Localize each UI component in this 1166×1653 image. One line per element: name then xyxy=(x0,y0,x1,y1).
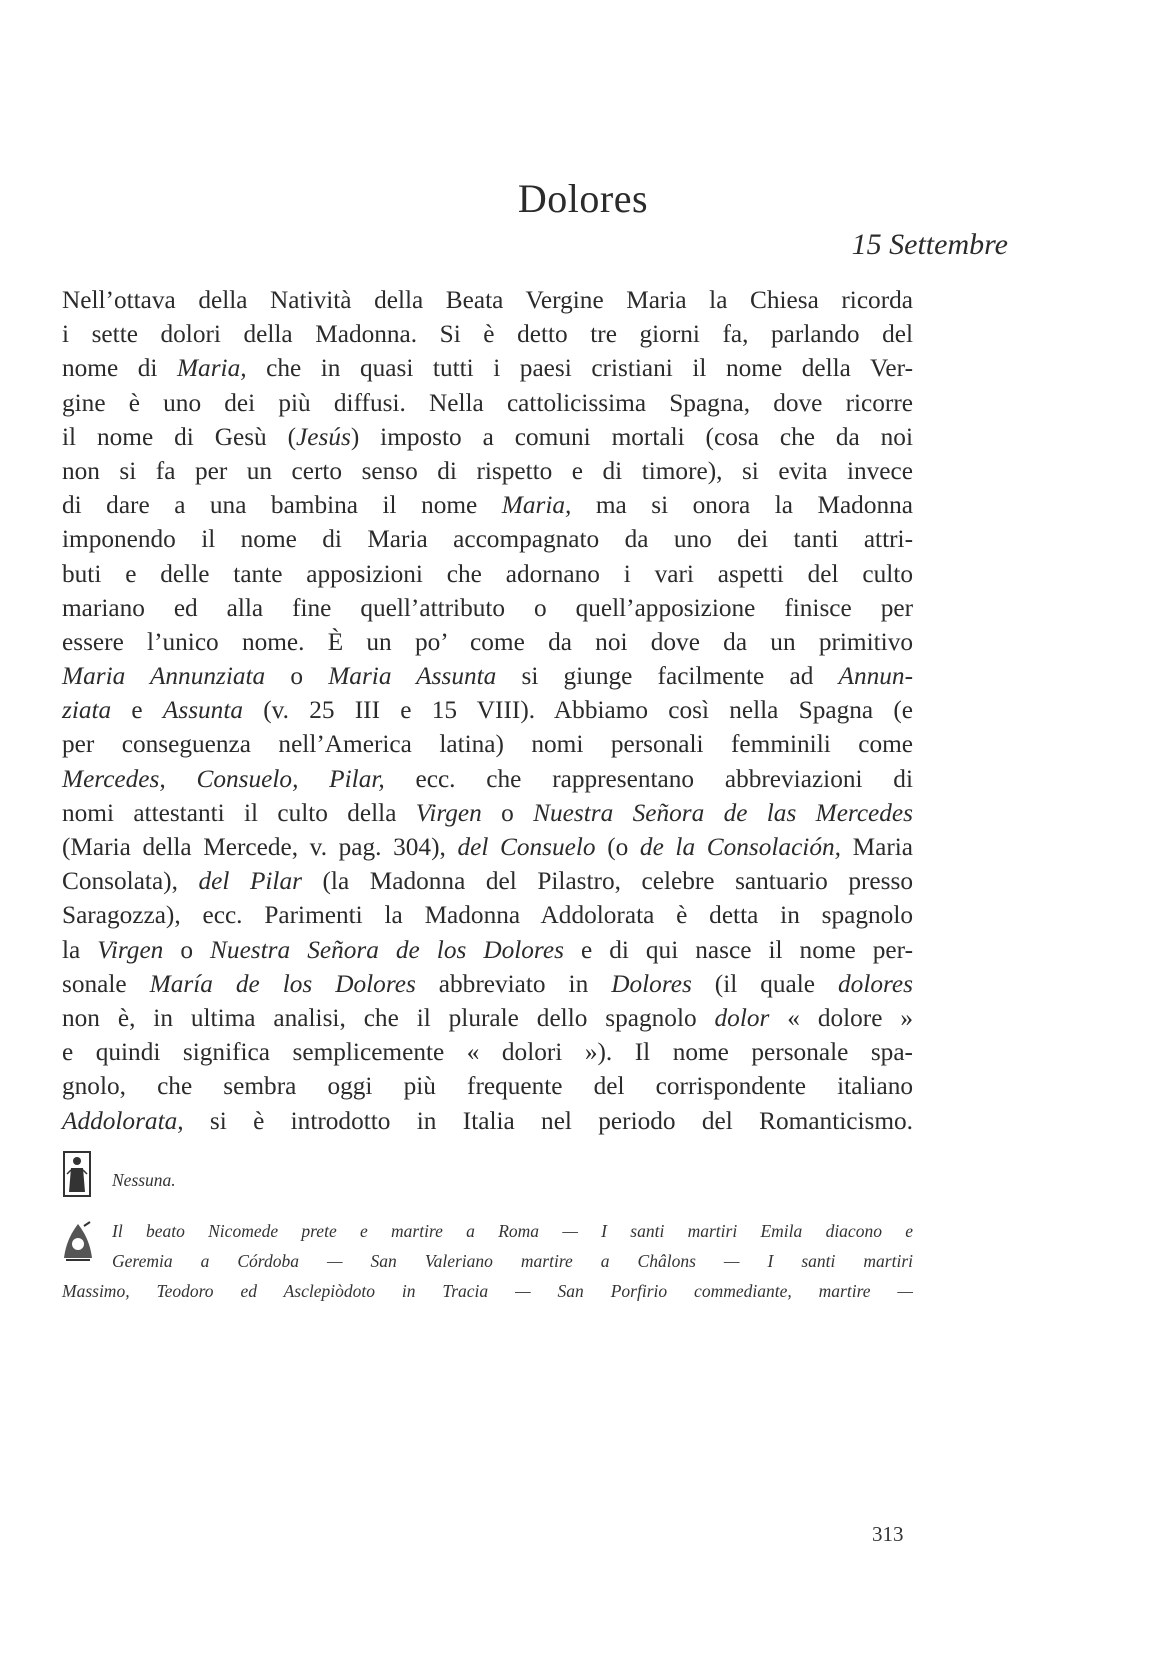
text: non è, in ultima analisi, che il plurale dello spagnolo xyxy=(62,1003,715,1032)
italic-text: María de los Dolores xyxy=(149,969,416,998)
body-line xyxy=(62,830,913,864)
italic-text: Annun- xyxy=(838,662,914,691)
body-line xyxy=(62,898,913,932)
italic-text: Maria, xyxy=(176,354,247,383)
body-line xyxy=(62,933,913,967)
text: il nome di Gesù ( xyxy=(62,422,297,451)
text: essere l’unico nome. È un po’ come da noi dove da un primitivo xyxy=(62,627,913,656)
text: Consolata), xyxy=(62,867,199,896)
text: e di qui nasce il nome per- xyxy=(563,935,913,964)
text: gnolo, che sembra oggi più frequente del corrispondente italiano xyxy=(62,1072,913,1101)
text: o xyxy=(481,798,534,827)
saints-list xyxy=(62,1216,913,1306)
italic-text: Assunta xyxy=(162,696,244,725)
italic-text: dolor xyxy=(714,1003,770,1032)
article-body xyxy=(62,283,913,1138)
body-line xyxy=(62,693,913,727)
body-line xyxy=(62,967,913,1001)
text: nomi attestanti il culto della xyxy=(62,798,416,827)
body-line xyxy=(62,386,913,420)
italic-text: Virgen xyxy=(97,935,164,964)
text: sonale xyxy=(62,969,150,998)
saints-line: Massimo, Teodoro ed Asclepiòdoto in Tracia — San Porfirio commediante, martire — xyxy=(62,1281,913,1301)
saint-figure-icon xyxy=(62,1150,92,1203)
text: si è introdotto in Italia nel periodo del Romanticismo. xyxy=(183,1106,913,1135)
italic-text: Mercedes, Consuelo, Pilar, xyxy=(62,764,385,793)
saints-line: Il beato Nicomede prete e martire a Roma — I santi martiri Emila diacono e xyxy=(112,1221,913,1241)
body-line xyxy=(62,1104,913,1138)
italic-text: Addolorata, xyxy=(62,1106,184,1135)
text: ) imposto a comuni mortali (cosa che da noi xyxy=(350,422,913,451)
body-line xyxy=(62,351,913,385)
text: Maria xyxy=(840,833,914,861)
page-number: 313 xyxy=(872,1522,904,1546)
text: Saragozza), ecc. Parimenti la Madonna Addolorata è detta in spagnolo xyxy=(62,901,913,930)
text: e xyxy=(111,696,163,725)
body-line xyxy=(62,488,913,522)
body-line xyxy=(62,1001,913,1035)
text: gine è uno dei più diffusi. Nella cattolicissima Spagna, dove ricorre xyxy=(62,388,913,417)
body-line xyxy=(62,864,913,898)
text: imponendo il nome di Maria accompagnato da uno dei tanti attri- xyxy=(62,525,913,554)
body-line xyxy=(62,557,913,591)
text: (il quale xyxy=(691,969,839,998)
italic-text: de la Consolación, xyxy=(639,833,841,861)
italic-text: Nuestra Señora de los Dolores xyxy=(210,935,564,964)
italic-text: Jesús xyxy=(296,422,351,451)
body-line xyxy=(62,1069,913,1103)
text: che in quasi tutti i paesi cristiani il nome della Ver- xyxy=(246,354,914,383)
italic-text: Dolores xyxy=(611,969,692,998)
text: « dolore » xyxy=(769,1003,913,1032)
italic-text: Maria Assunta xyxy=(328,662,497,691)
text: si giunge facilmente ad xyxy=(496,662,839,691)
text: ma si onora la Madonna xyxy=(571,491,914,520)
text: o xyxy=(163,935,211,964)
patron-note: Nessuna. xyxy=(112,1170,176,1190)
body-line xyxy=(62,454,913,488)
page-title: Dolores xyxy=(517,176,649,221)
body-line xyxy=(62,762,913,796)
text: ecc. che rappresentano abbreviazioni di xyxy=(384,764,913,793)
body-line xyxy=(62,659,913,693)
body-line xyxy=(62,1035,913,1069)
italic-text: dolores xyxy=(838,969,913,998)
body-line xyxy=(62,522,913,556)
text: (o xyxy=(595,833,640,861)
text: nome di xyxy=(62,354,177,383)
italic-text: del Pilar xyxy=(198,867,302,896)
text: buti e delle tante apposizioni che adornano i vari aspetti del culto xyxy=(62,559,913,588)
body-line xyxy=(62,420,913,454)
italic-text: ziata xyxy=(62,696,112,725)
text: la xyxy=(62,935,98,964)
body-line xyxy=(62,317,913,351)
italic-text: del Consuelo xyxy=(457,833,596,861)
body-line xyxy=(62,796,913,830)
italic-text: Nuestra Señora de las Mercedes xyxy=(533,798,914,827)
text: (v. 25 III e 15 VIII). Abbiamo così nella Spagna (e xyxy=(243,696,913,725)
text: per conseguenza nell’America latina) nomi personali femminili come xyxy=(62,730,913,759)
saints-line: Geremia a Córdoba — San Valeriano martire a Châlons — I santi martiri xyxy=(112,1251,913,1271)
text: non si fa per un certo senso di rispetto e di timore), si evita invece xyxy=(62,456,913,485)
italic-text: Maria Annunziata xyxy=(62,662,266,691)
text: mariano ed alla fine quell’attributo o quell’apposizione finisce per xyxy=(62,593,913,622)
feast-date: 15 Settembre xyxy=(851,228,1008,261)
text: Nell’ottava della Natività della Beata Vergine Maria la Chiesa ricorda xyxy=(62,286,913,314)
text: abbreviato in xyxy=(415,969,612,998)
text: e quindi significa semplicemente « dolori »). Il nome personale spa- xyxy=(62,1038,913,1067)
text: o xyxy=(265,662,329,691)
text: (Maria della Mercede, v. pag. 304), xyxy=(62,833,458,861)
italic-text: Maria, xyxy=(501,491,572,520)
body-line xyxy=(62,283,913,317)
text: i sette dolori della Madonna. Si è detto tre giorni fa, parlando del xyxy=(62,320,913,349)
text: (la Madonna del Pilastro, celebre santuario presso xyxy=(301,867,913,896)
italic-text: Virgen xyxy=(415,798,482,827)
body-line xyxy=(62,591,913,625)
body-line xyxy=(62,727,913,761)
body-line xyxy=(62,625,913,659)
text: di dare a una bambina il nome xyxy=(62,491,502,520)
